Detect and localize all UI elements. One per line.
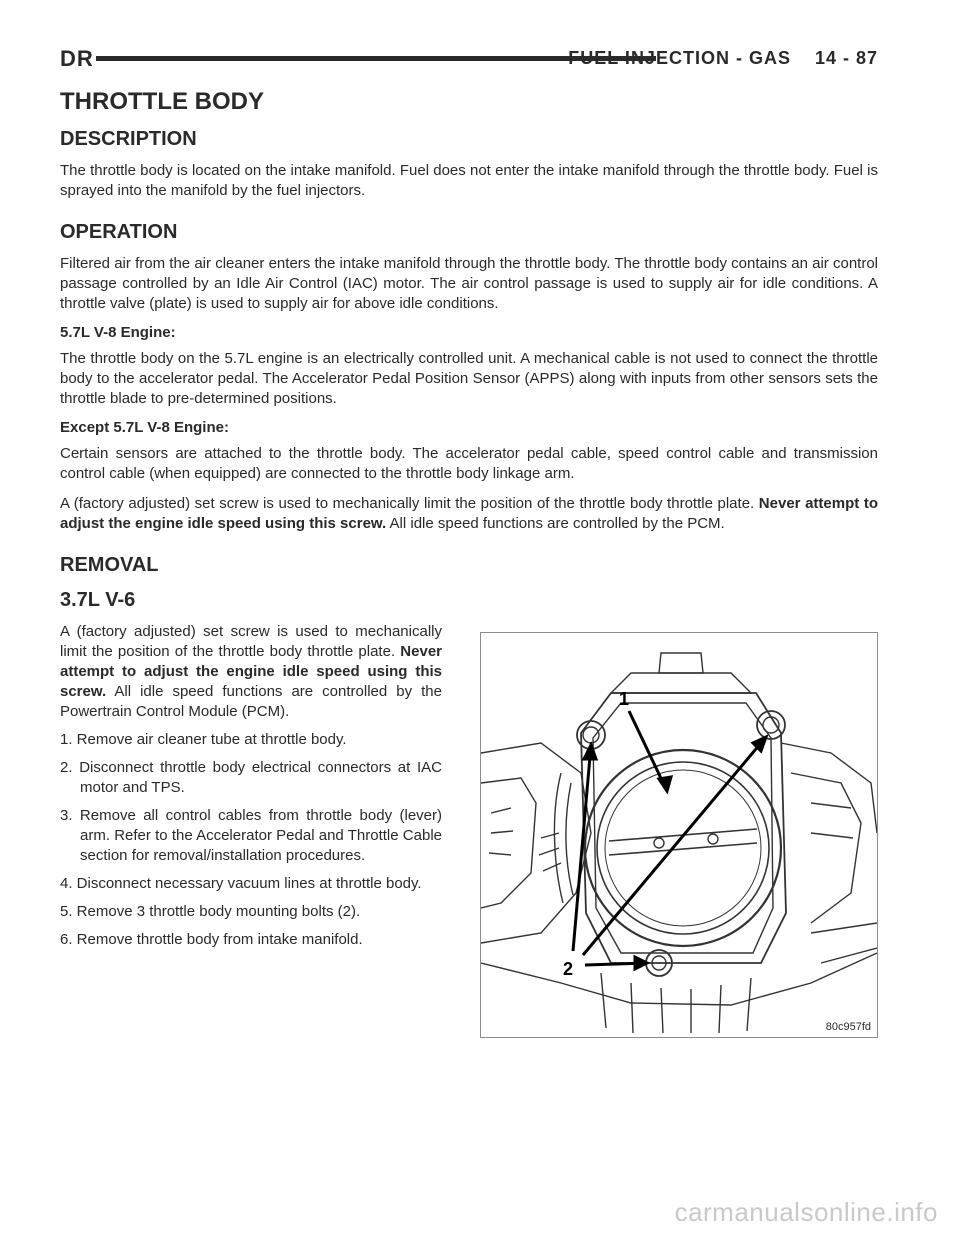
page-header xyxy=(60,44,878,74)
operation-p4-text: A (factory adjusted) set screw is used to mechanically limit the position of the throttle body throttle plate. xyxy=(60,495,759,512)
removal-step: 3. Remove all control cables from throttle body (lever) arm. Refer to the Accelerator Pedal and Throttle Cable section for removal/installation procedures. xyxy=(60,807,442,864)
operation-heading: OPERATION xyxy=(60,221,178,243)
description-text: The throttle body is located on the intake manifold. Fuel does not enter the intake manifold through the throttle body. Fuel is sprayed into the manifold by the fuel injectors. xyxy=(60,162,878,199)
operation-p4-text-end: All idle speed functions are controlled by the PCM. xyxy=(386,515,725,532)
removal-step: 1. Remove air cleaner tube at throttle body. xyxy=(60,731,347,748)
removal-step: 6. Remove throttle body from intake manifold. xyxy=(60,931,363,948)
callout-2: 2 xyxy=(563,959,574,979)
operation-paragraph-4 xyxy=(60,494,878,534)
operation-subheading-v8: 5.7L V-8 Engine: xyxy=(60,324,176,341)
operation-subheading-except-v8: Except 5.7L V-8 Engine: xyxy=(60,419,229,436)
operation-paragraph-2: The throttle body on the 5.7L engine is an electrically controlled unit. A mechanical cable is not used to connect the throttle body to the accelerator pedal. The Accelerator Pedal Position Sensor (APPS) along with inputs from other sensors sets the throttle blade to pre-determined positions. xyxy=(60,350,878,407)
page-title: THROTTLE BODY xyxy=(60,88,264,115)
removal-step: 2. Disconnect throttle body electrical connectors at IAC motor and TPS. xyxy=(60,759,442,796)
figure-id: 80c957fd xyxy=(825,1021,871,1033)
description-heading: DESCRIPTION xyxy=(60,128,197,150)
removal-step: 5. Remove 3 throttle body mounting bolts (2). xyxy=(60,903,361,920)
header-chapter-page: FUEL INJECTION - GAS 14 - 87 xyxy=(568,48,878,68)
removal-intro-text-end: All idle speed functions are controlled by the Powertrain Control Module (PCM). xyxy=(60,683,442,720)
removal-intro-text: A (factory adjusted) set screw is used to mechanically limit the position of the throttle body throttle plate. xyxy=(60,623,442,660)
removal-heading: REMOVAL xyxy=(60,554,159,576)
removal-subheading: 3.7L V-6 xyxy=(60,589,136,611)
operation-paragraph-1: Filtered air from the air cleaner enters the intake manifold through the throttle body. The throttle body contains an air control passage controlled by an Idle Air Control (IAC) motor. The air control passage is used to supply air for idle conditions. A throttle valve (plate) is used to supply air for above idle conditions. xyxy=(60,255,878,312)
throttle-body-drawing xyxy=(481,633,877,1037)
removal-step: 4. Disconnect necessary vacuum lines at throttle body. xyxy=(60,875,422,892)
page-content xyxy=(60,84,878,1082)
operation-paragraph-3: Certain sensors are attached to the throttle body. The accelerator pedal cable, speed control cable and transmission control cable (when equipped) are connected to the throttle body linkage arm. xyxy=(60,445,878,482)
watermark: carmanualsonline.info xyxy=(674,1197,938,1227)
removal-intro xyxy=(60,622,442,722)
removal-section xyxy=(60,622,878,1082)
operation-p4-warning: Never attempt to adjust the engine idle speed using this screw. xyxy=(60,495,879,532)
removal-intro-warning: Never attempt to adjust the engine idle speed using this screw. xyxy=(60,643,442,700)
throttle-body-illustration xyxy=(480,632,878,1038)
header-section-code: DR xyxy=(60,46,94,71)
removal-steps xyxy=(60,730,442,950)
callout-1: 1 xyxy=(619,689,630,709)
removal-text-column xyxy=(60,622,442,958)
